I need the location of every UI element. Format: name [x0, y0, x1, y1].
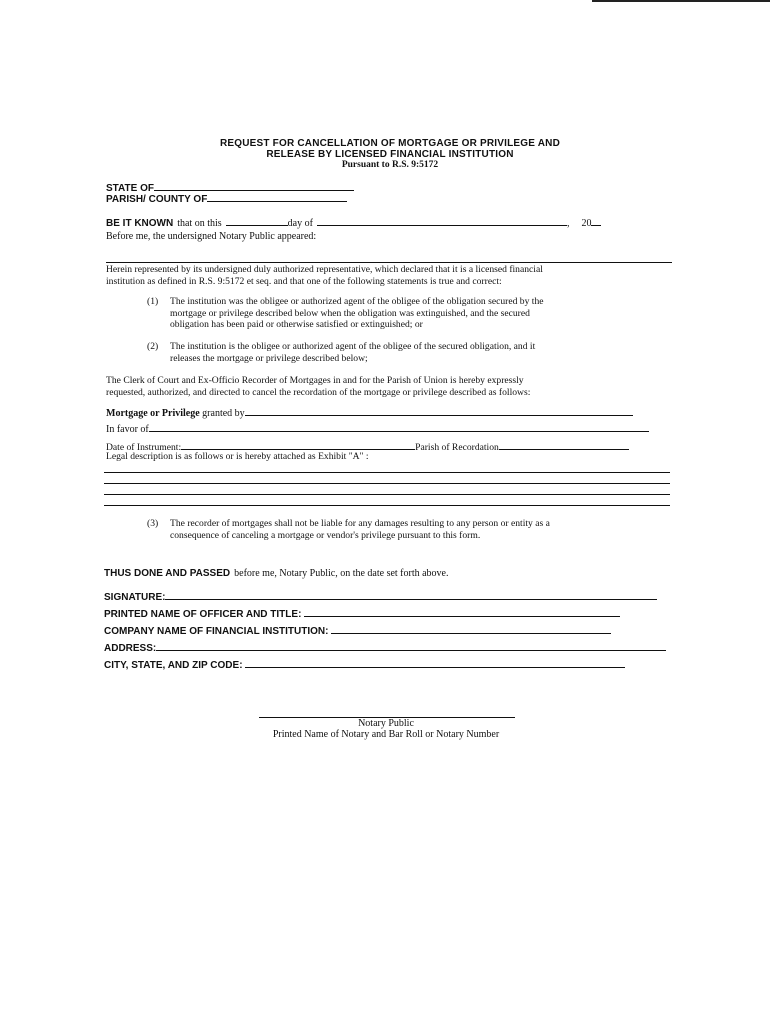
in-favor-of-field[interactable]: [149, 422, 649, 432]
day-field[interactable]: [226, 216, 288, 226]
thus-done-text: before me, Notary Public, on the date set forth above.: [234, 568, 449, 579]
city-state-zip-label: CITY, STATE, AND ZIP CODE:: [104, 660, 243, 671]
notary-public-label: Notary Public: [358, 718, 414, 729]
month-field[interactable]: [317, 216, 567, 226]
thus-done-row: [104, 563, 449, 581]
address-label: ADDRESS:: [104, 643, 157, 654]
appeared-party-line[interactable]: [106, 262, 672, 263]
herein-paragraph: [106, 264, 543, 287]
printed-name-field[interactable]: [304, 607, 620, 617]
statement-item-3: [147, 518, 667, 542]
mortgage-row: [106, 406, 633, 419]
item1-line2: mortgage or privilege described below when the obligation was extinguished, and the secured: [170, 307, 530, 319]
signature-row: [104, 590, 657, 603]
be-it-known-row: [106, 213, 601, 231]
form-title-line2: RELEASE BY LICENSED FINANCIAL INSTITUTION: [266, 149, 514, 160]
form-title-line1: REQUEST FOR CANCELLATION OF MORTGAGE OR PRIVILEGE AND: [219, 138, 561, 149]
parish-label: PARISH/ COUNTY OF: [106, 194, 208, 205]
in-favor-of-text: In favor of: [106, 424, 149, 435]
item3-line1: The recorder of mortgages shall not be liable for any damages resulting to any person or entity as a: [170, 518, 550, 529]
item2-line2: releases the mortgage or privilege described below;: [170, 352, 368, 364]
address-row: [104, 641, 666, 654]
parish-field[interactable]: [207, 192, 347, 202]
legal-description-line-2[interactable]: [104, 483, 670, 484]
clerk-line2: requested, authorized, and directed to cancel the recordation of the mortgage or privilege described as follows:: [106, 386, 531, 398]
herein-line2: institution as defined in R.S. 9:5172 et seq. and that one of the following statements is true and correct:: [106, 275, 502, 287]
top-edge-rule: [592, 0, 770, 2]
in-favor-row: [106, 422, 649, 435]
item2-line1: The institution is the obligee or authorized agent of the obligee of the secured obligation, and it: [170, 341, 536, 352]
clerk-line1: The Clerk of Court and Ex-Officio Recorder of Mortgages in and for the Parish of Union is hereby expressly: [106, 375, 524, 386]
item3-line2: consequence of canceling a mortgage or vendor's privilege pursuant to this form.: [170, 529, 481, 541]
year-field[interactable]: [591, 216, 601, 226]
herein-line1: Herein represented by its undersigned duly authorized representative, which declared that it is a licensed financial: [106, 264, 543, 275]
statement-item-2: [147, 341, 667, 365]
printed-name-row: [104, 607, 620, 620]
printed-name-label: PRINTED NAME OF OFFICER AND TITLE:: [104, 609, 302, 620]
legal-description-line-3[interactable]: [104, 494, 670, 495]
company-name-label: COMPANY NAME OF FINANCIAL INSTITUTION:: [104, 626, 329, 637]
year-prefix: 20: [581, 218, 592, 229]
clerk-paragraph: [106, 375, 530, 398]
legal-description-line-1[interactable]: [104, 472, 670, 473]
granted-by-text: granted by: [202, 408, 245, 419]
signature-label: SIGNATURE:: [104, 592, 166, 603]
state-label: STATE OF: [106, 183, 154, 194]
item1-number: (1): [147, 296, 159, 307]
item1-line1: The institution was the obligee or authorized agent of the obligee of the obligation secured by the: [170, 296, 544, 307]
parish-of-recordation-label: Parish of Recordation: [415, 442, 499, 453]
state-field[interactable]: [154, 181, 354, 191]
thus-done-label: THUS DONE AND PASSED: [104, 568, 231, 579]
item1-line3: obligation has been paid or otherwise satisfied or extinguished; or: [170, 319, 423, 330]
comma-text: ,: [566, 218, 570, 229]
be-it-known-label: BE IT KNOWN: [106, 218, 174, 229]
legal-description-text: Legal description is as follows or is hereby attached as Exhibit "A" :: [106, 451, 369, 462]
parish-of-recordation-field[interactable]: [499, 441, 629, 450]
granted-by-field[interactable]: [245, 406, 633, 416]
statement-item-1: [147, 296, 667, 332]
company-name-row: [104, 624, 611, 637]
form-subtitle: Pursuant to R.S. 9:5172: [341, 160, 439, 170]
company-name-field[interactable]: [331, 624, 611, 634]
date-of-instrument-field[interactable]: [181, 441, 415, 450]
notary-printed-name-label: Printed Name of Notary and Bar Roll or Notary Number: [272, 729, 500, 740]
item2-number: (2): [147, 341, 159, 352]
notary-appeared-text: Before me, the undersigned Notary Public appeared:: [106, 231, 317, 242]
day-of-text: day of: [287, 218, 313, 229]
item3-number: (3): [147, 518, 159, 529]
signature-field[interactable]: [165, 590, 657, 600]
parish-row: [106, 192, 347, 205]
mortgage-label: Mortgage or Privilege: [106, 408, 200, 419]
city-state-zip-field[interactable]: [245, 658, 625, 668]
date-of-instrument-label: Date of Instrument:: [106, 442, 182, 453]
that-on-this-text: that on this: [177, 218, 222, 229]
address-field[interactable]: [156, 641, 666, 651]
legal-description-line-4[interactable]: [104, 505, 670, 506]
city-state-zip-row: [104, 658, 625, 671]
